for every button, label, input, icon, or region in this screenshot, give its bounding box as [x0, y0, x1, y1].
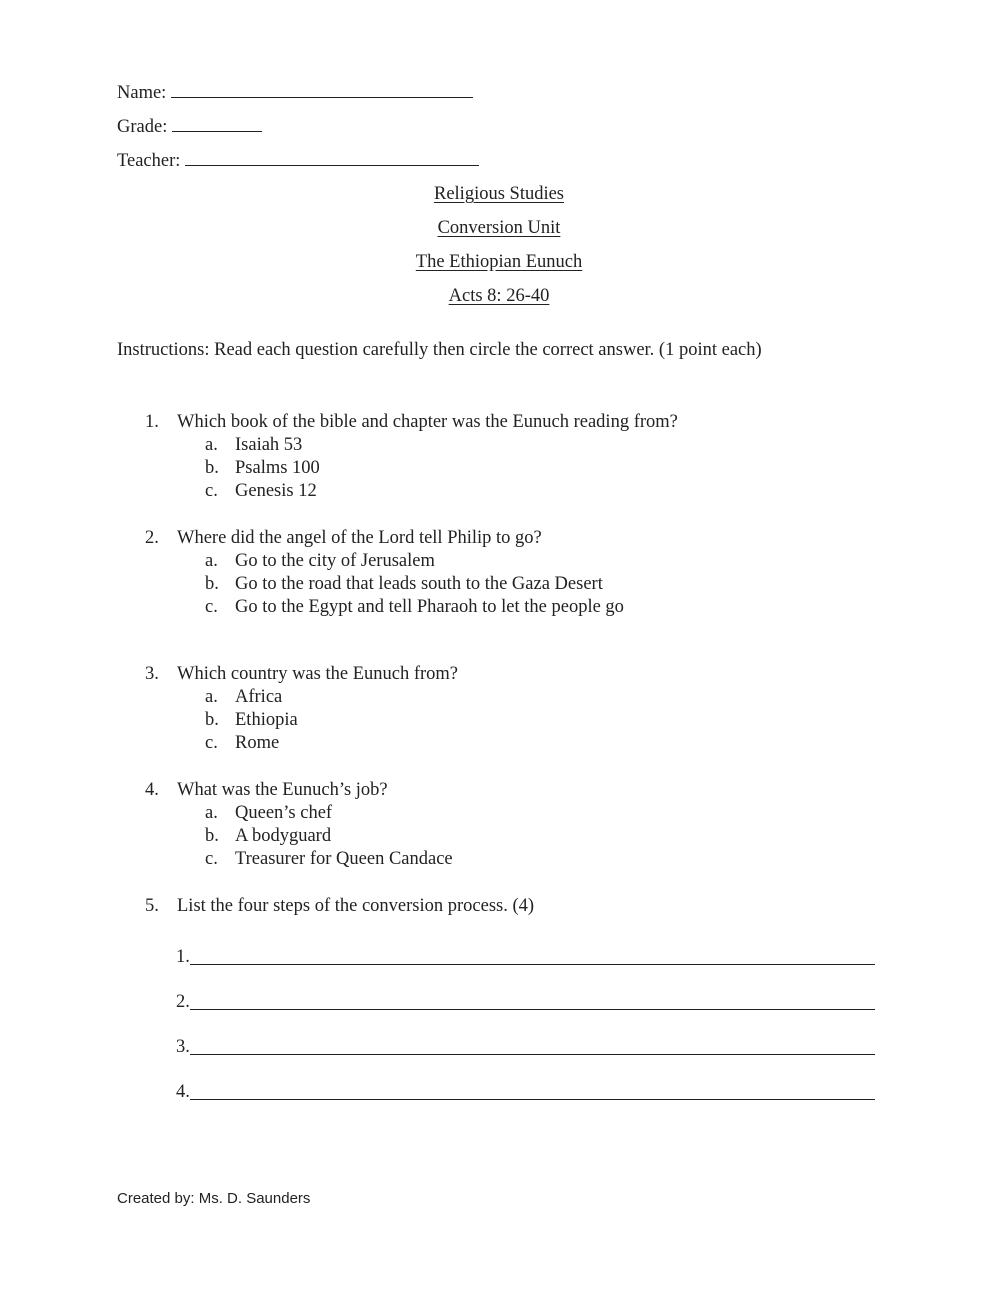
option-letter: b.	[205, 710, 219, 730]
scripture-reference: Acts 8: 26-40	[448, 286, 550, 306]
answer-line-number: 2.	[176, 992, 190, 1012]
teacher-blank-line[interactable]	[185, 149, 479, 166]
teacher-label: Teacher:	[117, 151, 181, 171]
unit-title: Conversion Unit	[437, 218, 561, 238]
option-letter: c.	[205, 597, 218, 617]
name-label: Name:	[117, 83, 167, 103]
answer-option[interactable]: Rome	[235, 733, 280, 753]
question-text: Where did the angel of the Lord tell Philip to go?	[177, 528, 542, 548]
subject-title: Religious Studies	[433, 184, 565, 204]
option-letter: a.	[205, 551, 218, 571]
answer-option[interactable]: Queen’s chef	[235, 803, 333, 823]
instructions-text: Instructions: Read each question carefully then circle the correct answer. (1 point each)	[117, 340, 762, 360]
option-letter: b.	[205, 574, 219, 594]
grade-blank-line[interactable]	[172, 115, 262, 132]
name-field	[117, 81, 473, 104]
question-number: 5.	[145, 896, 159, 916]
answer-option[interactable]: Go to the road that leads south to the Gaza Desert	[235, 574, 603, 594]
answer-option[interactable]: Africa	[235, 687, 283, 707]
answer-option[interactable]: Isaiah 53	[235, 435, 303, 455]
answer-line[interactable]	[190, 964, 875, 965]
question-text: Which country was the Eunuch from?	[177, 664, 459, 684]
answer-option[interactable]: A bodyguard	[235, 826, 332, 846]
option-letter: a.	[205, 435, 218, 455]
answer-line-number: 4.	[176, 1082, 190, 1102]
option-letter: c.	[205, 481, 218, 501]
option-letter: b.	[205, 458, 219, 478]
author-credit: Created by: Ms. D. Saunders	[117, 1190, 311, 1207]
option-letter: a.	[205, 803, 218, 823]
grade-label: Grade:	[117, 117, 168, 137]
answer-line[interactable]	[190, 1099, 875, 1100]
lesson-title: The Ethiopian Eunuch	[415, 252, 583, 272]
answer-option[interactable]: Go to the Egypt and tell Pharaoh to let the people go	[235, 597, 624, 617]
question-number: 3.	[145, 664, 159, 684]
option-letter: b.	[205, 826, 219, 846]
answer-option[interactable]: Ethiopia	[235, 710, 298, 730]
answer-line[interactable]	[190, 1054, 875, 1055]
answer-line-number: 1.	[176, 947, 190, 967]
question-number: 4.	[145, 780, 159, 800]
question-text: List the four steps of the conversion process. (4)	[177, 896, 535, 916]
option-letter: c.	[205, 733, 218, 753]
teacher-field	[117, 149, 479, 172]
question-text: What was the Eunuch’s job?	[177, 780, 388, 800]
answer-option[interactable]: Genesis 12	[235, 481, 317, 501]
answer-option[interactable]: Treasurer for Queen Candace	[235, 849, 453, 869]
grade-field	[117, 115, 262, 138]
question-text: Which book of the bible and chapter was the Eunuch reading from?	[177, 412, 678, 432]
name-blank-line[interactable]	[171, 81, 473, 98]
answer-option[interactable]: Psalms 100	[235, 458, 320, 478]
option-letter: c.	[205, 849, 218, 869]
answer-line-number: 3.	[176, 1037, 190, 1057]
answer-line[interactable]	[190, 1009, 875, 1010]
answer-option[interactable]: Go to the city of Jerusalem	[235, 551, 435, 571]
option-letter: a.	[205, 687, 218, 707]
question-number: 2.	[145, 528, 159, 548]
question-number: 1.	[145, 412, 159, 432]
